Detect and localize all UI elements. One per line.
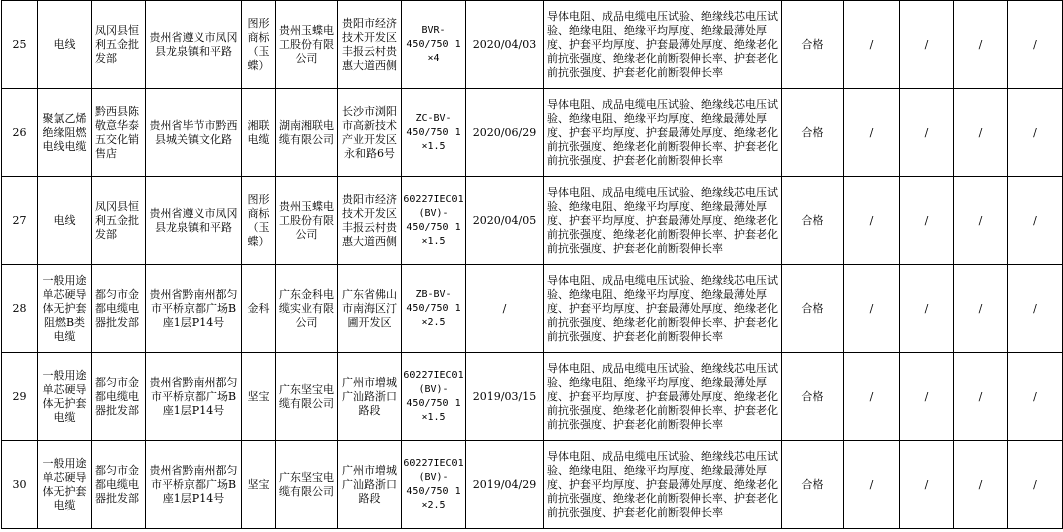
empty-cell: / [844, 89, 900, 177]
spec-line: (BV)- [418, 471, 449, 483]
manufacturer: 贵州玉蝶电工股份有限公司 [276, 177, 338, 265]
spec-line: 450/750 1 [406, 397, 461, 409]
row-number: 28 [2, 265, 38, 353]
empty-cell: / [1008, 265, 1063, 353]
production-date: 2020/04/05 [466, 177, 544, 265]
spec-line: ZC-BV- [415, 112, 452, 124]
seller-name: 都匀市金都电缆电器批发部 [92, 265, 146, 353]
manufacturer: 广东金科电缆实业有限公司 [276, 265, 338, 353]
empty-cell: / [844, 441, 900, 529]
empty-cell: / [954, 89, 1008, 177]
spec-line: 450/750 1 [406, 302, 461, 314]
manufacturer-address: 长沙市浏阳市高新技术产业开发区永和路6号 [338, 89, 402, 177]
spec-line: ×2.5 [421, 316, 446, 328]
test-result: 合格 [782, 353, 844, 441]
spec-model [402, 177, 466, 265]
empty-cell: / [954, 1, 1008, 89]
spec-line: 450/750 1 [406, 221, 461, 233]
row-number: 29 [2, 353, 38, 441]
spec-line: 450/750 1 [406, 485, 461, 497]
empty-cell: / [900, 441, 954, 529]
empty-cell: / [844, 353, 900, 441]
empty-cell: / [1008, 1, 1063, 89]
manufacturer-address: 广州市增城广汕路浙口路段 [338, 441, 402, 529]
empty-cell: / [954, 177, 1008, 265]
manufacturer-address: 广东省佛山市南海区汀圃开发区 [338, 265, 402, 353]
test-items: 导体电阻、成品电缆电压试验、绝缘线芯电压试验、绝缘电阻、绝缘平均厚度、绝缘最薄处厚度、护套平均厚度、护套最薄处厚度、绝缘老化前抗张强度、绝缘老化前断裂伸长率、护套老化前抗张强度、护套老化前断裂伸长率 [544, 441, 782, 529]
empty-cell: / [844, 177, 900, 265]
product-name: 一般用途单芯硬导体无护套电缆 [38, 353, 92, 441]
empty-cell: / [900, 1, 954, 89]
empty-cell: / [954, 441, 1008, 529]
table-body [2, 1, 1063, 529]
seller-address: 贵州省毕节市黔西县城关镇文化路 [146, 89, 242, 177]
spec-model [402, 89, 466, 177]
spec-line: ×1.5 [421, 411, 446, 423]
spec-line: 60227IEC01 [403, 193, 464, 205]
product-name: 电线 [38, 1, 92, 89]
test-result: 合格 [782, 265, 844, 353]
production-date: 2020/06/29 [466, 89, 544, 177]
empty-cell: / [844, 1, 900, 89]
row-number: 27 [2, 177, 38, 265]
seller-address: 贵州省遵义市凤冈县龙泉镇和平路 [146, 1, 242, 89]
production-date: 2019/03/15 [466, 353, 544, 441]
spec-model [402, 441, 466, 529]
row-number: 26 [2, 89, 38, 177]
row-number: 30 [2, 441, 38, 529]
spec-model [402, 353, 466, 441]
test-items: 导体电阻、成品电缆电压试验、绝缘线芯电压试验、绝缘电阻、绝缘平均厚度、绝缘最薄处厚度、护套平均厚度、护套最薄处厚度、绝缘老化前抗张强度、绝缘老化前断裂伸长率、护套老化前抗张强度、护套老化前断裂伸长率 [544, 89, 782, 177]
spec-line: (BV)- [418, 207, 449, 219]
seller-name: 都匀市金都电缆电器批发部 [92, 353, 146, 441]
test-result: 合格 [782, 89, 844, 177]
inspection-results-table [1, 0, 1063, 529]
spec-line: ×2.5 [421, 499, 446, 511]
product-name: 一般用途单芯硬导体无护套电缆 [38, 441, 92, 529]
seller-address: 贵州省黔南州都匀市平桥京都广场B座1层P14号 [146, 353, 242, 441]
spec-model [402, 1, 466, 89]
empty-cell: / [900, 265, 954, 353]
spec-line: 60227IEC01 [403, 369, 464, 381]
test-items: 导体电阻、成品电缆电压试验、绝缘线芯电压试验、绝缘电阻、绝缘平均厚度、绝缘最薄处厚度、护套平均厚度、护套最薄处厚度、绝缘老化前抗张强度、绝缘老化前断裂伸长率、护套老化前抗张强度、护套老化前断裂伸长率 [544, 265, 782, 353]
table-row [2, 265, 1063, 353]
table-row [2, 441, 1063, 529]
manufacturer: 贵州玉蝶电工股份有限公司 [276, 1, 338, 89]
manufacturer: 湖南湘联电缆有限公司 [276, 89, 338, 177]
seller-name: 凤冈县恒利五金批发部 [92, 1, 146, 89]
seller-address: 贵州省黔南州都匀市平桥京都广场B座1层P14号 [146, 441, 242, 529]
seller-name: 都匀市金都电缆电器批发部 [92, 441, 146, 529]
table-row [2, 353, 1063, 441]
brand: 金科 [242, 265, 276, 353]
test-items: 导体电阻、成品电缆电压试验、绝缘线芯电压试验、绝缘电阻、绝缘平均厚度、绝缘最薄处厚度、护套平均厚度、护套最薄处厚度、绝缘老化前抗张强度、绝缘老化前断裂伸长率、护套老化前抗张强度、护套老化前断裂伸长率 [544, 353, 782, 441]
brand: 图形商标（玉蝶） [242, 1, 276, 89]
empty-cell: / [954, 265, 1008, 353]
manufacturer-address: 贵阳市经济技术开发区丰报云村贵惠大道西侧 [338, 177, 402, 265]
manufacturer-address: 广州市增城广汕路浙口路段 [338, 353, 402, 441]
empty-cell: / [954, 353, 1008, 441]
product-name: 电线 [38, 177, 92, 265]
empty-cell: / [900, 177, 954, 265]
test-result: 合格 [782, 441, 844, 529]
production-date: / [466, 265, 544, 353]
spec-line: ×1.5 [421, 140, 446, 152]
manufacturer-address: 贵阳市经济技术开发区丰报云村贵惠大道西侧 [338, 1, 402, 89]
table-row [2, 177, 1063, 265]
spec-line: 450/750 1 [406, 126, 461, 138]
production-date: 2020/04/03 [466, 1, 544, 89]
brand: 坚宝 [242, 441, 276, 529]
spec-model [402, 265, 466, 353]
table-row [2, 89, 1063, 177]
spec-line: ×1.5 [421, 235, 446, 247]
spec-line: 450/750 1 [406, 38, 461, 50]
test-result: 合格 [782, 177, 844, 265]
empty-cell: / [1008, 353, 1063, 441]
test-items: 导体电阻、成品电缆电压试验、绝缘线芯电压试验、绝缘电阻、绝缘平均厚度、绝缘最薄处厚度、护套平均厚度、护套最薄处厚度、绝缘老化前抗张强度、绝缘老化前断裂伸长率、护套老化前抗张强度、护套老化前断裂伸长率 [544, 177, 782, 265]
empty-cell: / [900, 353, 954, 441]
empty-cell: / [844, 265, 900, 353]
manufacturer: 广东坚宝电缆有限公司 [276, 441, 338, 529]
production-date: 2019/04/29 [466, 441, 544, 529]
empty-cell: / [1008, 441, 1063, 529]
spec-line: (BV)- [418, 383, 449, 395]
product-name: 聚氯乙烯绝缘阻燃电线电缆 [38, 89, 92, 177]
seller-name: 凤冈县恒利五金批发部 [92, 177, 146, 265]
empty-cell: / [900, 89, 954, 177]
empty-cell: / [1008, 89, 1063, 177]
spec-line: BVR- [421, 24, 446, 36]
table-row [2, 1, 1063, 89]
brand: 坚宝 [242, 353, 276, 441]
test-items: 导体电阻、成品电缆电压试验、绝缘线芯电压试验、绝缘电阻、绝缘平均厚度、绝缘最薄处厚度、护套平均厚度、护套最薄处厚度、绝缘老化前抗张强度、绝缘老化前断裂伸长率、护套老化前抗张强度、护套老化前断裂伸长率 [544, 1, 782, 89]
spec-line: ZB-BV- [415, 288, 452, 300]
product-name: 一般用途单芯硬导体无护套阻燃B类电缆 [38, 265, 92, 353]
seller-address: 贵州省遵义市凤冈县龙泉镇和平路 [146, 177, 242, 265]
brand: 湘联电缆 [242, 89, 276, 177]
spec-line: ×4 [427, 52, 440, 64]
test-result: 合格 [782, 1, 844, 89]
seller-address: 贵州省黔南州都匀市平桥京都广场B座1层P14号 [146, 265, 242, 353]
empty-cell: / [1008, 177, 1063, 265]
spec-line: 60227IEC01 [403, 457, 464, 469]
row-number: 25 [2, 1, 38, 89]
manufacturer: 广东坚宝电缆有限公司 [276, 353, 338, 441]
brand: 图形商标（玉蝶） [242, 177, 276, 265]
seller-name: 黔西县陈敬意华泰五交化销售店 [92, 89, 146, 177]
